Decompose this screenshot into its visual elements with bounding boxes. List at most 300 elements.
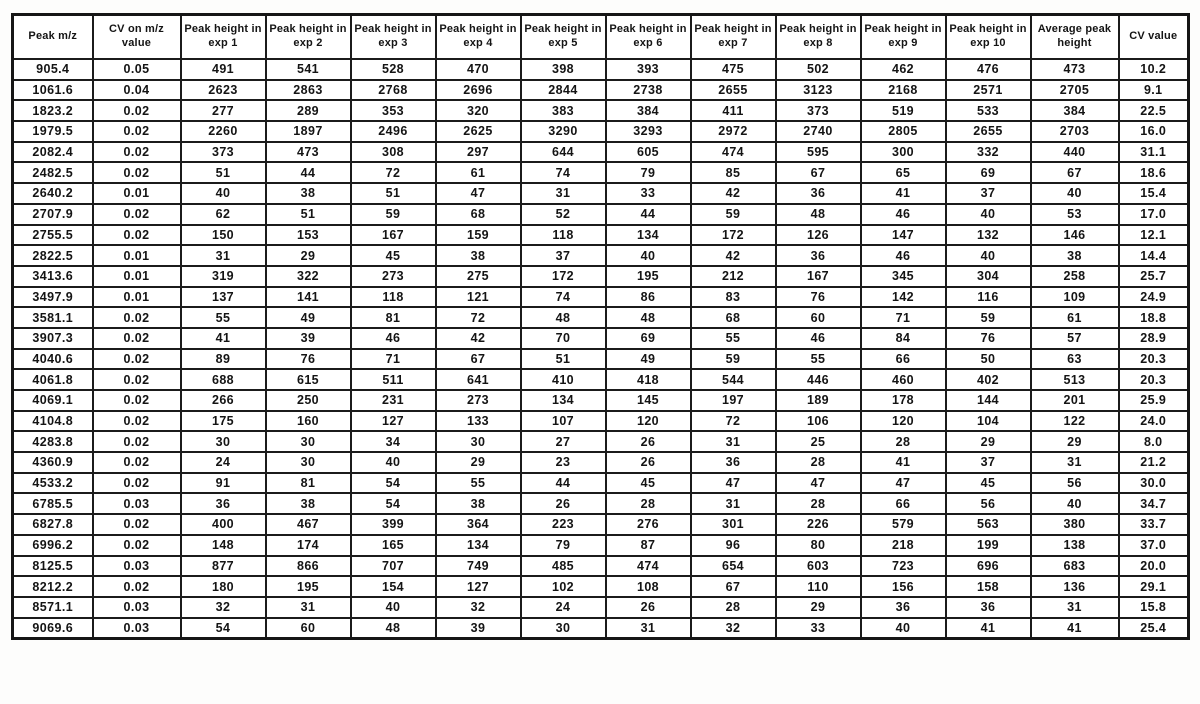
table-cell: 2972	[691, 121, 776, 142]
column-header: Peak height in exp 2	[266, 15, 351, 60]
table-row	[13, 597, 1189, 618]
table-cell: 37.0	[1119, 535, 1189, 556]
table-cell: 51	[521, 349, 606, 370]
table-cell: 28	[776, 452, 861, 473]
table-cell: 17.0	[1119, 204, 1189, 225]
header-row	[13, 15, 1189, 60]
table-row	[13, 245, 1189, 266]
table-cell: 749	[436, 556, 521, 577]
table-cell: 1061.6	[13, 80, 93, 101]
column-header: Peak height in exp 10	[946, 15, 1031, 60]
table-cell: 474	[606, 556, 691, 577]
table-cell: 605	[606, 142, 691, 163]
table-cell: 491	[181, 59, 266, 80]
table-cell: 28	[691, 597, 776, 618]
table-cell: 696	[946, 556, 1031, 577]
table-cell: 519	[861, 100, 946, 121]
table-cell: 41	[861, 452, 946, 473]
table-cell: 48	[776, 204, 861, 225]
table-cell: 353	[351, 100, 436, 121]
table-cell: 2082.4	[13, 142, 93, 163]
table-cell: 14.4	[1119, 245, 1189, 266]
table-cell: 2696	[436, 80, 521, 101]
table-cell: 71	[861, 307, 946, 328]
table-cell: 654	[691, 556, 776, 577]
table-cell: 145	[606, 390, 691, 411]
table-cell: 24	[521, 597, 606, 618]
table-cell: 107	[521, 411, 606, 432]
table-row	[13, 514, 1189, 535]
table-cell: 36	[776, 245, 861, 266]
table-cell: 533	[946, 100, 1031, 121]
table-cell: 127	[436, 576, 521, 597]
table-cell: 277	[181, 100, 266, 121]
table-cell: 38	[436, 245, 521, 266]
table-cell: 59	[351, 204, 436, 225]
table-cell: 87	[606, 535, 691, 556]
table-cell: 121	[436, 287, 521, 308]
table-cell: 273	[351, 266, 436, 287]
table-cell: 110	[776, 576, 861, 597]
table-cell: 85	[691, 162, 776, 183]
table-cell: 513	[1031, 369, 1119, 390]
table-cell: 51	[266, 204, 351, 225]
table-cell: 304	[946, 266, 1031, 287]
table-cell: 72	[436, 307, 521, 328]
table-cell: 250	[266, 390, 351, 411]
table-cell: 45	[606, 473, 691, 494]
table-cell: 683	[1031, 556, 1119, 577]
table-cell: 150	[181, 225, 266, 246]
table-cell: 511	[351, 369, 436, 390]
table-cell: 74	[521, 162, 606, 183]
table-cell: 144	[946, 390, 1031, 411]
table-cell: 36	[861, 597, 946, 618]
table-cell: 0.02	[93, 411, 181, 432]
table-cell: 67	[691, 576, 776, 597]
table-cell: 178	[861, 390, 946, 411]
table-cell: 30.0	[1119, 473, 1189, 494]
table-cell: 40	[946, 245, 1031, 266]
table-cell: 48	[606, 307, 691, 328]
table-cell: 33	[606, 183, 691, 204]
table-cell: 301	[691, 514, 776, 535]
table-cell: 42	[691, 245, 776, 266]
table-cell: 36	[946, 597, 1031, 618]
table-cell: 84	[861, 328, 946, 349]
table-cell: 0.02	[93, 121, 181, 142]
table-cell: 393	[606, 59, 691, 80]
table-cell: 67	[436, 349, 521, 370]
table-cell: 276	[606, 514, 691, 535]
table-cell: 46	[861, 204, 946, 225]
table-cell: 54	[351, 473, 436, 494]
table-cell: 462	[861, 59, 946, 80]
table-cell: 34.7	[1119, 493, 1189, 514]
table-cell: 0.02	[93, 452, 181, 473]
table-cell: 44	[606, 204, 691, 225]
table-cell: 68	[691, 307, 776, 328]
table-cell: 65	[861, 162, 946, 183]
table-cell: 2260	[181, 121, 266, 142]
table-cell: 25	[776, 431, 861, 452]
table-row	[13, 80, 1189, 101]
table-cell: 50	[946, 349, 1031, 370]
table-cell: 79	[521, 535, 606, 556]
table-row	[13, 390, 1189, 411]
table-row	[13, 576, 1189, 597]
table-cell: 172	[691, 225, 776, 246]
table-cell: 55	[776, 349, 861, 370]
column-header: Peak m/z	[13, 15, 93, 60]
table-cell: 641	[436, 369, 521, 390]
table-cell: 24.9	[1119, 287, 1189, 308]
table-cell: 66	[861, 349, 946, 370]
table-cell: 485	[521, 556, 606, 577]
table-cell: 106	[776, 411, 861, 432]
table-cell: 31	[521, 183, 606, 204]
table-cell: 467	[266, 514, 351, 535]
table-cell: 154	[351, 576, 436, 597]
table-cell: 137	[181, 287, 266, 308]
table-row	[13, 431, 1189, 452]
table-cell: 36	[691, 452, 776, 473]
table-cell: 55	[181, 307, 266, 328]
table-cell: 0.02	[93, 142, 181, 163]
table-row	[13, 493, 1189, 514]
table-cell: 0.02	[93, 576, 181, 597]
table-cell: 126	[776, 225, 861, 246]
table-cell: 0.01	[93, 266, 181, 287]
table-cell: 39	[436, 618, 521, 639]
table-cell: 615	[266, 369, 351, 390]
table-cell: 289	[266, 100, 351, 121]
table-cell: 40	[351, 597, 436, 618]
table-cell: 60	[776, 307, 861, 328]
table-cell: 28	[606, 493, 691, 514]
column-header: Peak height in exp 3	[351, 15, 436, 60]
table-cell: 2822.5	[13, 245, 93, 266]
table-cell: 475	[691, 59, 776, 80]
table-cell: 30	[436, 431, 521, 452]
table-cell: 25.9	[1119, 390, 1189, 411]
table-cell: 49	[606, 349, 691, 370]
table-cell: 398	[521, 59, 606, 80]
table-cell: 300	[861, 142, 946, 163]
table-cell: 563	[946, 514, 1031, 535]
table-cell: 69	[606, 328, 691, 349]
table-cell: 38	[266, 183, 351, 204]
table-cell: 28	[861, 431, 946, 452]
table-cell: 56	[946, 493, 1031, 514]
table-cell: 55	[691, 328, 776, 349]
table-cell: 81	[266, 473, 351, 494]
table-cell: 51	[351, 183, 436, 204]
table-row	[13, 266, 1189, 287]
table-row	[13, 225, 1189, 246]
column-header: CV on m/z value	[93, 15, 181, 60]
table-cell: 120	[606, 411, 691, 432]
table-cell: 134	[521, 390, 606, 411]
table-cell: 74	[521, 287, 606, 308]
table-cell: 160	[266, 411, 351, 432]
table-cell: 21.2	[1119, 452, 1189, 473]
table-cell: 2625	[436, 121, 521, 142]
table-cell: 2738	[606, 80, 691, 101]
table-cell: 38	[266, 493, 351, 514]
table-cell: 644	[521, 142, 606, 163]
table-cell: 20.3	[1119, 369, 1189, 390]
table-row	[13, 142, 1189, 163]
table-cell: 0.02	[93, 162, 181, 183]
table-cell: 44	[266, 162, 351, 183]
table-cell: 29	[1031, 431, 1119, 452]
table-row	[13, 473, 1189, 494]
table-cell: 3290	[521, 121, 606, 142]
table-cell: 158	[946, 576, 1031, 597]
table-cell: 877	[181, 556, 266, 577]
table-cell: 40	[351, 452, 436, 473]
table-cell: 175	[181, 411, 266, 432]
table-cell: 29	[776, 597, 861, 618]
table-cell: 411	[691, 100, 776, 121]
table-cell: 8212.2	[13, 576, 93, 597]
table-cell: 3413.6	[13, 266, 93, 287]
table-cell: 148	[181, 535, 266, 556]
table-cell: 322	[266, 266, 351, 287]
table-cell: 2703	[1031, 121, 1119, 142]
table-cell: 0.04	[93, 80, 181, 101]
table-cell: 33.7	[1119, 514, 1189, 535]
table-cell: 3293	[606, 121, 691, 142]
table-cell: 197	[691, 390, 776, 411]
table-cell: 40	[606, 245, 691, 266]
table-cell: 688	[181, 369, 266, 390]
table-cell: 273	[436, 390, 521, 411]
table-cell: 31	[691, 431, 776, 452]
table-cell: 1897	[266, 121, 351, 142]
table-cell: 172	[521, 266, 606, 287]
table-cell: 0.02	[93, 369, 181, 390]
table-cell: 59	[946, 307, 1031, 328]
table-cell: 61	[436, 162, 521, 183]
table-cell: 8.0	[1119, 431, 1189, 452]
table-cell: 2623	[181, 80, 266, 101]
table-cell: 41	[181, 328, 266, 349]
table-row	[13, 287, 1189, 308]
table-cell: 61	[1031, 307, 1119, 328]
table-row	[13, 162, 1189, 183]
table-cell: 2168	[861, 80, 946, 101]
table-cell: 2740	[776, 121, 861, 142]
table-cell: 56	[1031, 473, 1119, 494]
table-cell: 418	[606, 369, 691, 390]
table-cell: 0.02	[93, 349, 181, 370]
table-cell: 153	[266, 225, 351, 246]
table-cell: 332	[946, 142, 1031, 163]
table-row	[13, 452, 1189, 473]
table-cell: 460	[861, 369, 946, 390]
table-row	[13, 183, 1189, 204]
table-cell: 40	[1031, 183, 1119, 204]
table-cell: 134	[436, 535, 521, 556]
table-cell: 2844	[521, 80, 606, 101]
table-cell: 81	[351, 307, 436, 328]
table-cell: 31	[606, 618, 691, 639]
table-cell: 6827.8	[13, 514, 93, 535]
table-row	[13, 349, 1189, 370]
table-cell: 38	[1031, 245, 1119, 266]
table-cell: 4283.8	[13, 431, 93, 452]
table-cell: 1979.5	[13, 121, 93, 142]
table-cell: 0.02	[93, 307, 181, 328]
table-cell: 42	[691, 183, 776, 204]
table-cell: 2482.5	[13, 162, 93, 183]
column-header: Peak height in exp 1	[181, 15, 266, 60]
table-cell: 402	[946, 369, 1031, 390]
table-cell: 40	[1031, 493, 1119, 514]
table-cell: 136	[1031, 576, 1119, 597]
table-cell: 67	[776, 162, 861, 183]
table-cell: 364	[436, 514, 521, 535]
table-cell: 34	[351, 431, 436, 452]
table-cell: 41	[946, 618, 1031, 639]
table-row	[13, 100, 1189, 121]
table-cell: 24	[181, 452, 266, 473]
table-cell: 4360.9	[13, 452, 93, 473]
table-cell: 138	[1031, 535, 1119, 556]
column-header: Peak height in exp 8	[776, 15, 861, 60]
table-cell: 30	[181, 431, 266, 452]
table-cell: 12.1	[1119, 225, 1189, 246]
table-cell: 0.03	[93, 556, 181, 577]
table-cell: 174	[266, 535, 351, 556]
table-cell: 0.02	[93, 204, 181, 225]
table-cell: 476	[946, 59, 1031, 80]
table-cell: 53	[1031, 204, 1119, 225]
table-cell: 10.2	[1119, 59, 1189, 80]
table-cell: 383	[521, 100, 606, 121]
column-header: Peak height in exp 4	[436, 15, 521, 60]
table-cell: 48	[351, 618, 436, 639]
table-cell: 133	[436, 411, 521, 432]
table-cell: 20.3	[1119, 349, 1189, 370]
table-cell: 6996.2	[13, 535, 93, 556]
table-cell: 2496	[351, 121, 436, 142]
table-cell: 76	[946, 328, 1031, 349]
table-cell: 83	[691, 287, 776, 308]
table-cell: 76	[266, 349, 351, 370]
table-cell: 308	[351, 142, 436, 163]
table-cell: 8571.1	[13, 597, 93, 618]
table-cell: 707	[351, 556, 436, 577]
table-cell: 320	[436, 100, 521, 121]
table-cell: 595	[776, 142, 861, 163]
table-cell: 76	[776, 287, 861, 308]
table-cell: 69	[946, 162, 1031, 183]
table-cell: 108	[606, 576, 691, 597]
table-cell: 104	[946, 411, 1031, 432]
table-cell: 96	[691, 535, 776, 556]
table-cell: 62	[181, 204, 266, 225]
table-row	[13, 535, 1189, 556]
table-cell: 146	[1031, 225, 1119, 246]
table-cell: 132	[946, 225, 1031, 246]
table-cell: 3123	[776, 80, 861, 101]
table-cell: 15.4	[1119, 183, 1189, 204]
table-cell: 156	[861, 576, 946, 597]
table-cell: 26	[606, 452, 691, 473]
table-cell: 72	[351, 162, 436, 183]
table-row	[13, 59, 1189, 80]
table-cell: 528	[351, 59, 436, 80]
table-cell: 27	[521, 431, 606, 452]
table-cell: 60	[266, 618, 351, 639]
table-cell: 195	[266, 576, 351, 597]
table-cell: 51	[181, 162, 266, 183]
table-cell: 30	[266, 452, 351, 473]
table-cell: 0.02	[93, 100, 181, 121]
table-cell: 47	[691, 473, 776, 494]
table-cell: 122	[1031, 411, 1119, 432]
table-cell: 31	[266, 597, 351, 618]
table-cell: 2571	[946, 80, 1031, 101]
table-cell: 2655	[691, 80, 776, 101]
table-row	[13, 307, 1189, 328]
table-cell: 120	[861, 411, 946, 432]
table-cell: 22.5	[1119, 100, 1189, 121]
table-cell: 25.4	[1119, 618, 1189, 639]
table-cell: 2805	[861, 121, 946, 142]
table-cell: 2755.5	[13, 225, 93, 246]
table-row	[13, 204, 1189, 225]
table-cell: 20.0	[1119, 556, 1189, 577]
table-cell: 1823.2	[13, 100, 93, 121]
table-cell: 33	[776, 618, 861, 639]
table-cell: 44	[521, 473, 606, 494]
table-row	[13, 121, 1189, 142]
table-cell: 47	[436, 183, 521, 204]
table-cell: 16.0	[1119, 121, 1189, 142]
table-cell: 91	[181, 473, 266, 494]
table-cell: 79	[606, 162, 691, 183]
table-cell: 0.02	[93, 328, 181, 349]
table-cell: 319	[181, 266, 266, 287]
table-cell: 201	[1031, 390, 1119, 411]
table-cell: 223	[521, 514, 606, 535]
table-cell: 2705	[1031, 80, 1119, 101]
table-cell: 147	[861, 225, 946, 246]
table-cell: 118	[521, 225, 606, 246]
table-cell: 71	[351, 349, 436, 370]
table-cell: 4533.2	[13, 473, 93, 494]
table-cell: 32	[691, 618, 776, 639]
table-cell: 0.02	[93, 390, 181, 411]
column-header: Average peak height	[1031, 15, 1119, 60]
table-row	[13, 328, 1189, 349]
table-cell: 55	[436, 473, 521, 494]
table-cell: 36	[776, 183, 861, 204]
table-cell: 109	[1031, 287, 1119, 308]
table-cell: 446	[776, 369, 861, 390]
table-cell: 40	[861, 618, 946, 639]
table-cell: 473	[1031, 59, 1119, 80]
table-cell: 46	[861, 245, 946, 266]
table-cell: 866	[266, 556, 351, 577]
table-cell: 167	[351, 225, 436, 246]
table-cell: 30	[521, 618, 606, 639]
table-cell: 0.02	[93, 514, 181, 535]
